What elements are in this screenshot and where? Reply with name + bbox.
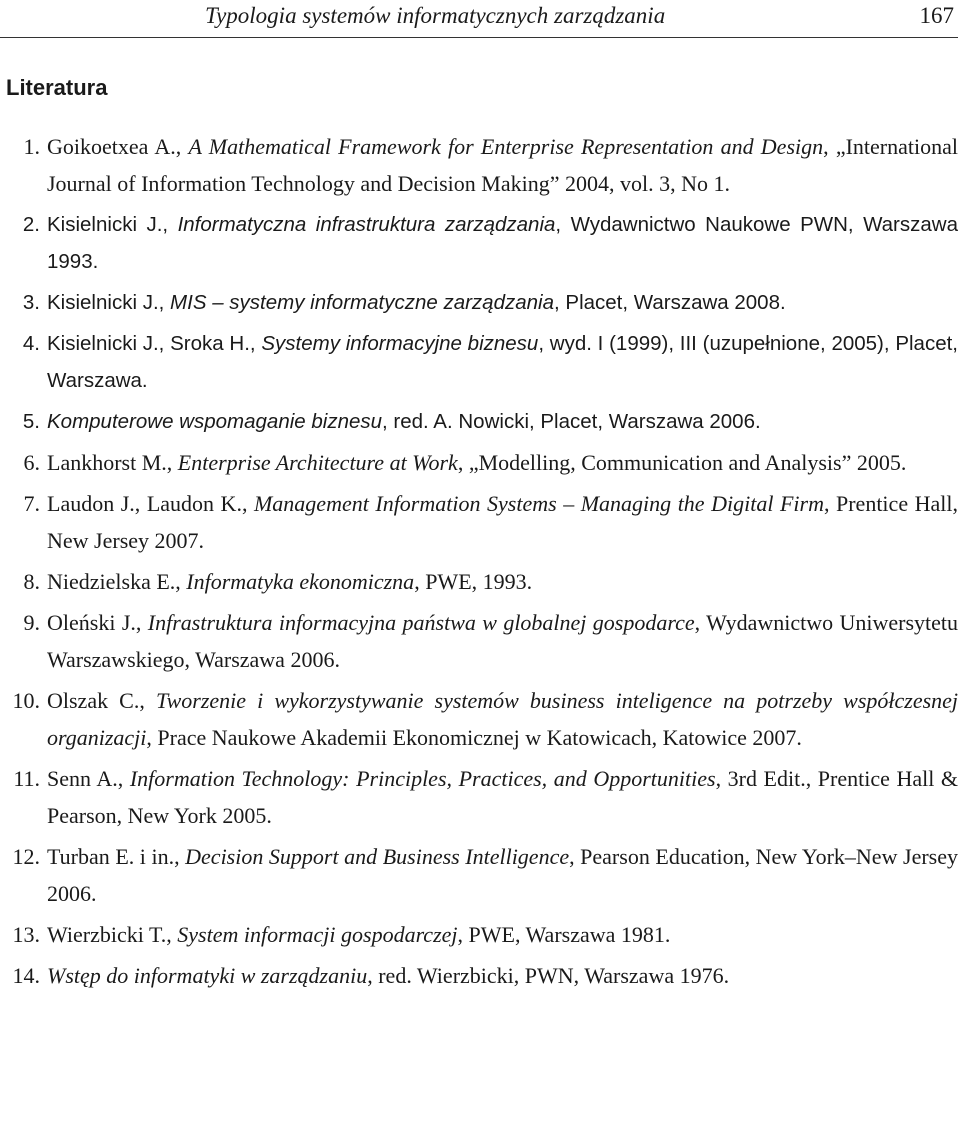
reference-title: Decision Support and Business Intelligence [185, 844, 570, 869]
reference-details: , PWE, Warszawa 1981. [457, 922, 671, 947]
reference-details: , red. Wierzbicki, PWN, Warszawa 1976. [367, 963, 730, 988]
reference-title: Information Technology: Principles, Practices, and Opportunities [129, 766, 716, 791]
reference-number: 4. [22, 332, 40, 355]
reference-number: 7. [23, 491, 40, 516]
reference-title: Wstęp do informatyki w zarządzaniu [47, 963, 368, 988]
reference-number: 3. [22, 291, 40, 314]
reference-item [0, 604, 958, 678]
reference-author: Goikoetxea A., [47, 134, 182, 159]
reference-item [0, 916, 958, 953]
running-header [0, 0, 960, 40]
reference-title: A Mathematical Framework for Enterprise Representation and Design [188, 134, 824, 159]
reference-item [0, 957, 958, 994]
reference-number: 10. [12, 688, 40, 713]
reference-title: Management Information Systems – Managing the Digital Firm [253, 491, 824, 516]
reference-number: 14. [12, 963, 40, 988]
reference-number: 11. [13, 766, 40, 791]
reference-details: , 3rd Edit., Prentice Hall & Pearson, New York 2005. [47, 766, 959, 828]
header-rule [0, 37, 958, 38]
reference-number: 2. [22, 213, 40, 236]
reference-author: Senn A., [47, 766, 124, 791]
reference-details: , PWE, 1993. [414, 569, 533, 594]
reference-details: , Wydawnictwo Naukowe PWN, Warszawa 1993. [47, 213, 958, 273]
reference-details: , red. A. Nowicki, Placet, Warszawa 2006. [382, 410, 761, 433]
reference-item [0, 485, 958, 559]
reference-number: 8. [23, 569, 40, 594]
reference-author: Wierzbicki T., [47, 922, 172, 947]
reference-list [0, 128, 958, 994]
reference-author: Lankhorst M., [47, 450, 173, 475]
reference-details: , Placet, Warszawa 2008. [554, 291, 786, 314]
reference-item [0, 838, 958, 912]
running-title: Typologia systemów informatycznych zarządzania [205, 3, 666, 28]
reference-item [0, 563, 958, 600]
reference-number: 13. [12, 922, 40, 947]
reference-author: Olszak C., [47, 688, 145, 713]
reference-details: , „International Journal of Information Technology and Decision Making” 2004, vol. 3, No 1. [47, 134, 958, 196]
reference-title: Tworzenie i wykorzystywanie systemów business inteligence na potrzeby współczesnej organizacji [47, 688, 959, 750]
reference-author: Niedzielska E., [47, 569, 181, 594]
reference-item [0, 403, 958, 440]
reference-item [0, 284, 958, 321]
reference-number: 12. [12, 844, 40, 869]
reference-author: Laudon J., Laudon K., [47, 491, 248, 516]
reference-title: Infrastruktura informacyjna państwa w globalnej gospodarce [147, 610, 695, 635]
reference-author: Turban E. i in., [47, 844, 180, 869]
reference-author: Oleński J., [47, 610, 142, 635]
reference-item [0, 682, 958, 756]
reference-title: MIS – systemy informatyczne zarządzania [170, 291, 554, 314]
reference-details: , Prace Naukowe Akademii Ekonomicznej w Katowicach, Katowice 2007. [146, 725, 802, 750]
reference-title: Enterprise Architecture at Work [177, 450, 458, 475]
section-heading: Literatura [6, 75, 108, 100]
reference-number: 1. [23, 134, 40, 159]
reference-title: Informatyka ekonomiczna [186, 569, 415, 594]
reference-item [0, 128, 958, 202]
reference-number: 6. [23, 450, 40, 475]
reference-author: Kisielnicki J., Sroka H., [47, 332, 256, 355]
reference-title: System informacji gospodarczej [177, 922, 458, 947]
reference-item [0, 760, 958, 834]
reference-number: 9. [23, 610, 40, 635]
reference-details: , Pearson Education, New York–New Jersey 2006. [47, 844, 958, 906]
reference-details: , Prentice Hall, New Jersey 2007. [47, 491, 958, 553]
page-number: 167 [919, 3, 954, 28]
reference-author: Kisielnicki J., [47, 291, 165, 314]
reference-details: , wyd. I (1999), III (uzupełnione, 2005), Placet, Warszawa. [47, 332, 958, 392]
reference-details: , „Modelling, Communication and Analysis” 2005. [457, 450, 907, 475]
reference-details: , Wydawnictwo Uniwersytetu Warszawskiego, Warszawa 2006. [47, 610, 959, 672]
reference-item [0, 444, 958, 481]
reference-author: Kisielnicki J., [47, 213, 169, 236]
reference-item [0, 206, 958, 280]
reference-number: 5. [22, 410, 40, 433]
reference-title: Informatyczna infrastruktura zarządzania [177, 213, 556, 236]
reference-title: Systemy informacyjne biznesu [261, 332, 539, 355]
reference-item [0, 325, 958, 399]
reference-title: Komputerowe wspomaganie biznesu [47, 410, 383, 433]
